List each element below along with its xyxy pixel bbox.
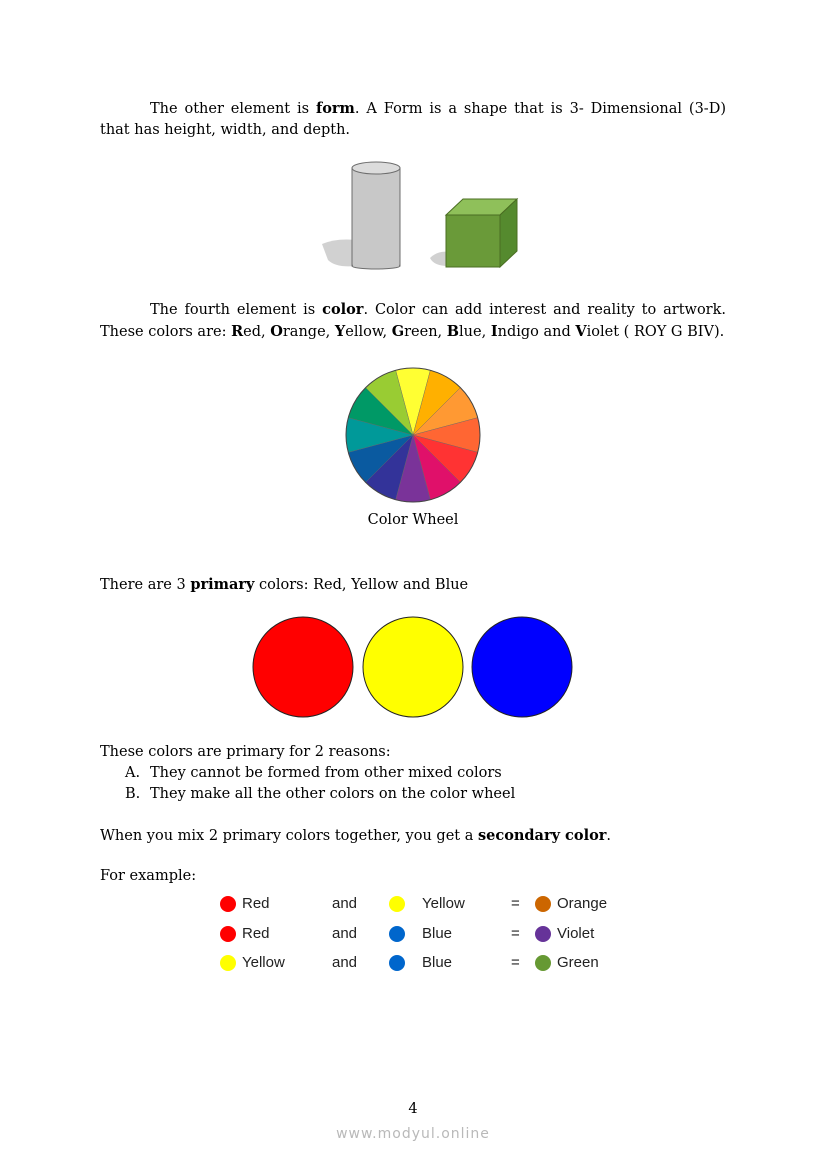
color-dot — [389, 896, 405, 912]
mix-row: Yellow and Blue = Green — [218, 952, 638, 976]
color-wheel — [343, 365, 483, 505]
color-dot — [389, 926, 405, 942]
watermark: www.modyul.online — [336, 1126, 490, 1142]
color-dot — [535, 926, 551, 942]
color-dot — [535, 896, 551, 912]
reason-item-b: B. They make all the other colors on the color wheel — [125, 786, 516, 802]
color-wheel-caption: Color Wheel — [367, 512, 459, 528]
mix-row: Red and Yellow = Orange — [218, 893, 638, 917]
cube-shape — [430, 199, 517, 267]
primary-circle-yellow — [363, 617, 463, 717]
color-paragraph: The fourth element is color. Color can add interest and reality to artwork. These colors are: Red, Orange, Yellow, Green, Blue, Indigo and Violet ( ROY G BIV). — [100, 301, 726, 340]
cylinder-shape — [322, 162, 400, 269]
page-number: 4 — [408, 1101, 418, 1117]
color-dot — [535, 955, 551, 971]
color-dot — [220, 926, 236, 942]
secondary-paragraph: When you mix 2 primary colors together, you get a secondary color. — [100, 827, 611, 844]
primary-paragraph: There are 3 primary colors: Red, Yellow and Blue — [100, 576, 469, 593]
example-label: For example: — [100, 868, 197, 884]
form-paragraph: The other element is form. A Form is a shape that is 3- Dimensional (3-D) that has height, width, and depth. — [100, 100, 726, 138]
color-dot — [389, 955, 405, 971]
color-dot — [220, 955, 236, 971]
primary-circles — [250, 616, 576, 720]
reasons-intro: These colors are primary for 2 reasons: — [100, 744, 391, 760]
primary-circle-blue — [472, 617, 572, 717]
form-illustration — [316, 158, 526, 276]
mix-row: Red and Blue = Violet — [218, 923, 638, 947]
color-dot — [220, 896, 236, 912]
reason-item-a: A. They cannot be formed from other mixed colors — [125, 765, 502, 781]
primary-circle-red — [253, 617, 353, 717]
